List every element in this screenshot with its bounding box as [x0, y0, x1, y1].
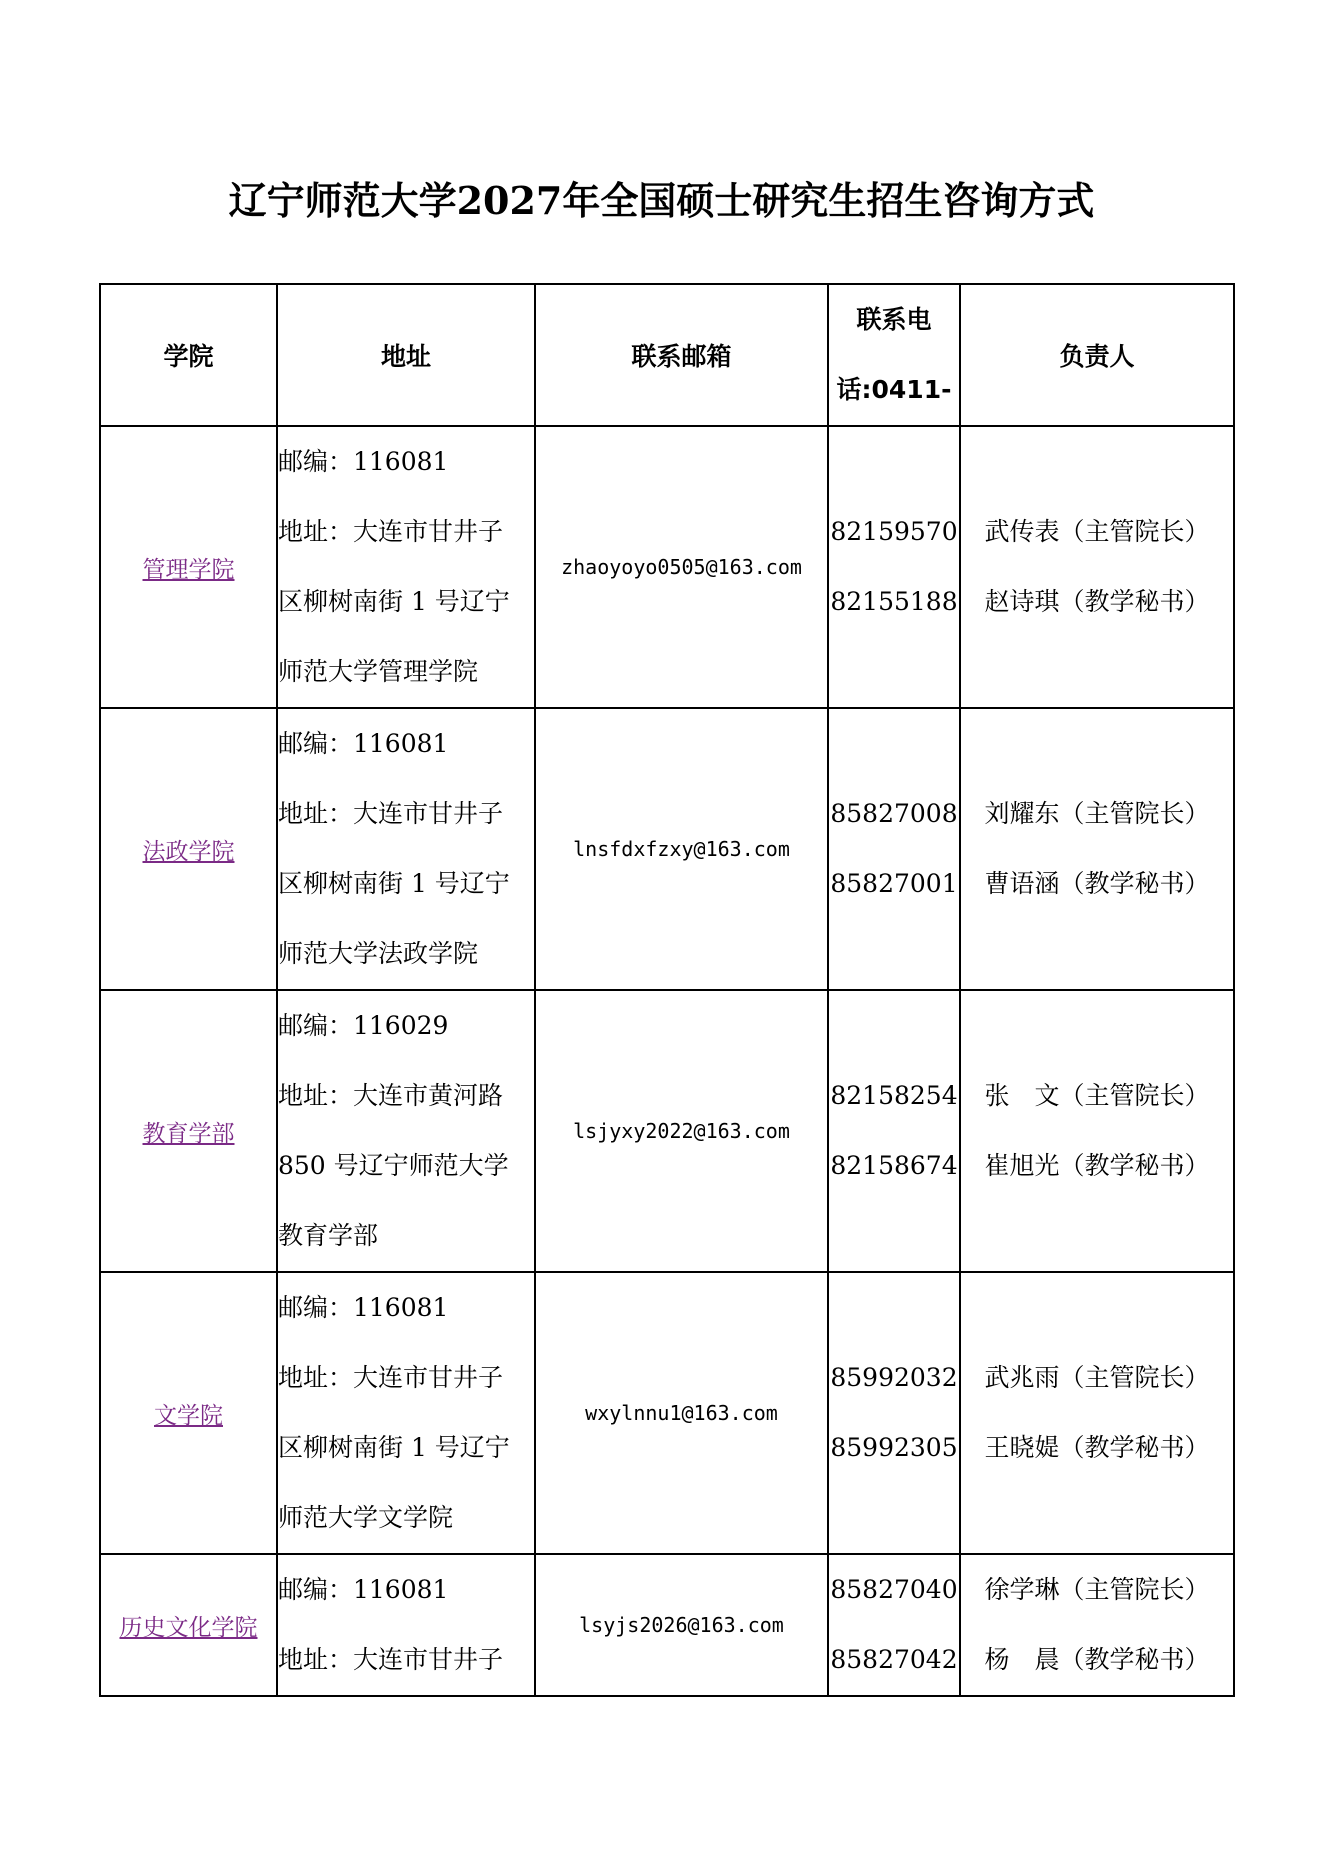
- table-header-row: [100, 284, 1234, 426]
- college-cell: [100, 1272, 277, 1554]
- college-cell: [100, 990, 277, 1272]
- phone-number: 82158674: [830, 1151, 958, 1180]
- address-line: 邮编：116081: [278, 729, 449, 758]
- table-row: [100, 990, 1234, 1272]
- email-cell: wxylnnu1@163.com: [535, 1272, 828, 1554]
- header-address: 地址: [277, 284, 535, 426]
- address-line: 教育学部: [278, 1221, 379, 1250]
- phone-number: 85827001: [830, 869, 958, 898]
- college-cell: [100, 708, 277, 990]
- phone-number: 85992032: [830, 1363, 958, 1392]
- email-cell: lsjyxy2022@163.com: [535, 990, 828, 1272]
- address-line: 地址：大连市甘井子: [278, 799, 504, 828]
- contact-table: [99, 283, 1235, 1697]
- college-link[interactable]: 教育学部: [142, 1120, 235, 1147]
- phone-number: 82158254: [830, 1081, 958, 1110]
- college-link[interactable]: 历史文化学院: [119, 1614, 258, 1641]
- address-cell: [277, 708, 535, 990]
- address-line: 师范大学法政学院: [278, 939, 479, 968]
- address-line: 邮编：116081: [278, 1293, 449, 1322]
- person-name: 武兆雨（主管院长）: [984, 1363, 1210, 1392]
- address-line: 地址：大连市甘井子: [278, 1645, 504, 1674]
- phone-cell: [828, 708, 960, 990]
- table-row: [100, 708, 1234, 990]
- person-name: 刘耀东（主管院长）: [984, 799, 1210, 828]
- address-line: 师范大学管理学院: [278, 657, 479, 686]
- phone-number: 85827008: [830, 799, 958, 828]
- phone-number: 82155188: [830, 587, 958, 616]
- header-phone: [828, 284, 960, 426]
- address-cell: [277, 1554, 535, 1696]
- header-phone-line2: 话:0411-: [836, 375, 952, 404]
- header-college: 学院: [100, 284, 277, 426]
- email-cell: lnsfdxfzxy@163.com: [535, 708, 828, 990]
- address-line: 邮编：116081: [278, 1575, 449, 1604]
- person-name: 赵诗琪（教学秘书）: [984, 587, 1210, 616]
- phone-cell: [828, 426, 960, 708]
- person-cell: [960, 1272, 1234, 1554]
- header-person: 负责人: [960, 284, 1234, 426]
- college-cell: [100, 1554, 277, 1696]
- table-row: [100, 1272, 1234, 1554]
- table-row: [100, 426, 1234, 708]
- address-line: 地址：大连市黄河路: [278, 1081, 504, 1110]
- person-name: 曹语涵（教学秘书）: [984, 869, 1210, 898]
- college-cell: [100, 426, 277, 708]
- person-name: 杨 晨（教学秘书）: [984, 1645, 1210, 1674]
- address-cell: [277, 1272, 535, 1554]
- address-line: 区柳树南街 1 号辽宁: [278, 587, 510, 616]
- table-row: [100, 1554, 1234, 1696]
- person-cell: [960, 426, 1234, 708]
- phone-cell: [828, 1554, 960, 1696]
- phone-cell: [828, 1272, 960, 1554]
- page-title: 辽宁师范大学2027年全国硕士研究生招生咨询方式: [228, 178, 1095, 223]
- person-name: 张 文（主管院长）: [984, 1081, 1210, 1110]
- person-cell: [960, 1554, 1234, 1696]
- address-line: 地址：大连市甘井子: [278, 517, 504, 546]
- phone-cell: [828, 990, 960, 1272]
- person-name: 武传表（主管院长）: [984, 517, 1210, 546]
- college-link[interactable]: 文学院: [154, 1402, 223, 1429]
- college-link[interactable]: 管理学院: [142, 556, 235, 583]
- address-cell: [277, 990, 535, 1272]
- header-phone-line1: 联系电: [856, 305, 932, 334]
- address-line: 地址：大连市甘井子: [278, 1363, 504, 1392]
- address-cell: [277, 426, 535, 708]
- person-name: 徐学琳（主管院长）: [984, 1575, 1210, 1604]
- college-link[interactable]: 法政学院: [142, 838, 235, 865]
- email-cell: zhaoyoyo0505@163.com: [535, 426, 828, 708]
- address-line: 邮编：116081: [278, 447, 449, 476]
- person-cell: [960, 708, 1234, 990]
- person-name: 崔旭光（教学秘书）: [984, 1151, 1210, 1180]
- person-cell: [960, 990, 1234, 1272]
- email-cell: lsyjs2026@163.com: [535, 1554, 828, 1696]
- address-line: 850 号辽宁师范大学: [278, 1151, 509, 1180]
- address-line: 师范大学文学院: [278, 1503, 454, 1532]
- person-name: 王晓媞（教学秘书）: [984, 1433, 1210, 1462]
- address-line: 邮编：116029: [278, 1011, 449, 1040]
- phone-number: 82159570: [830, 517, 958, 546]
- phone-number: 85827042: [830, 1645, 958, 1674]
- phone-number: 85827040: [830, 1575, 958, 1604]
- address-line: 区柳树南街 1 号辽宁: [278, 1433, 510, 1462]
- phone-number: 85992305: [830, 1433, 958, 1462]
- header-email: 联系邮箱: [535, 284, 828, 426]
- address-line: 区柳树南街 1 号辽宁: [278, 869, 510, 898]
